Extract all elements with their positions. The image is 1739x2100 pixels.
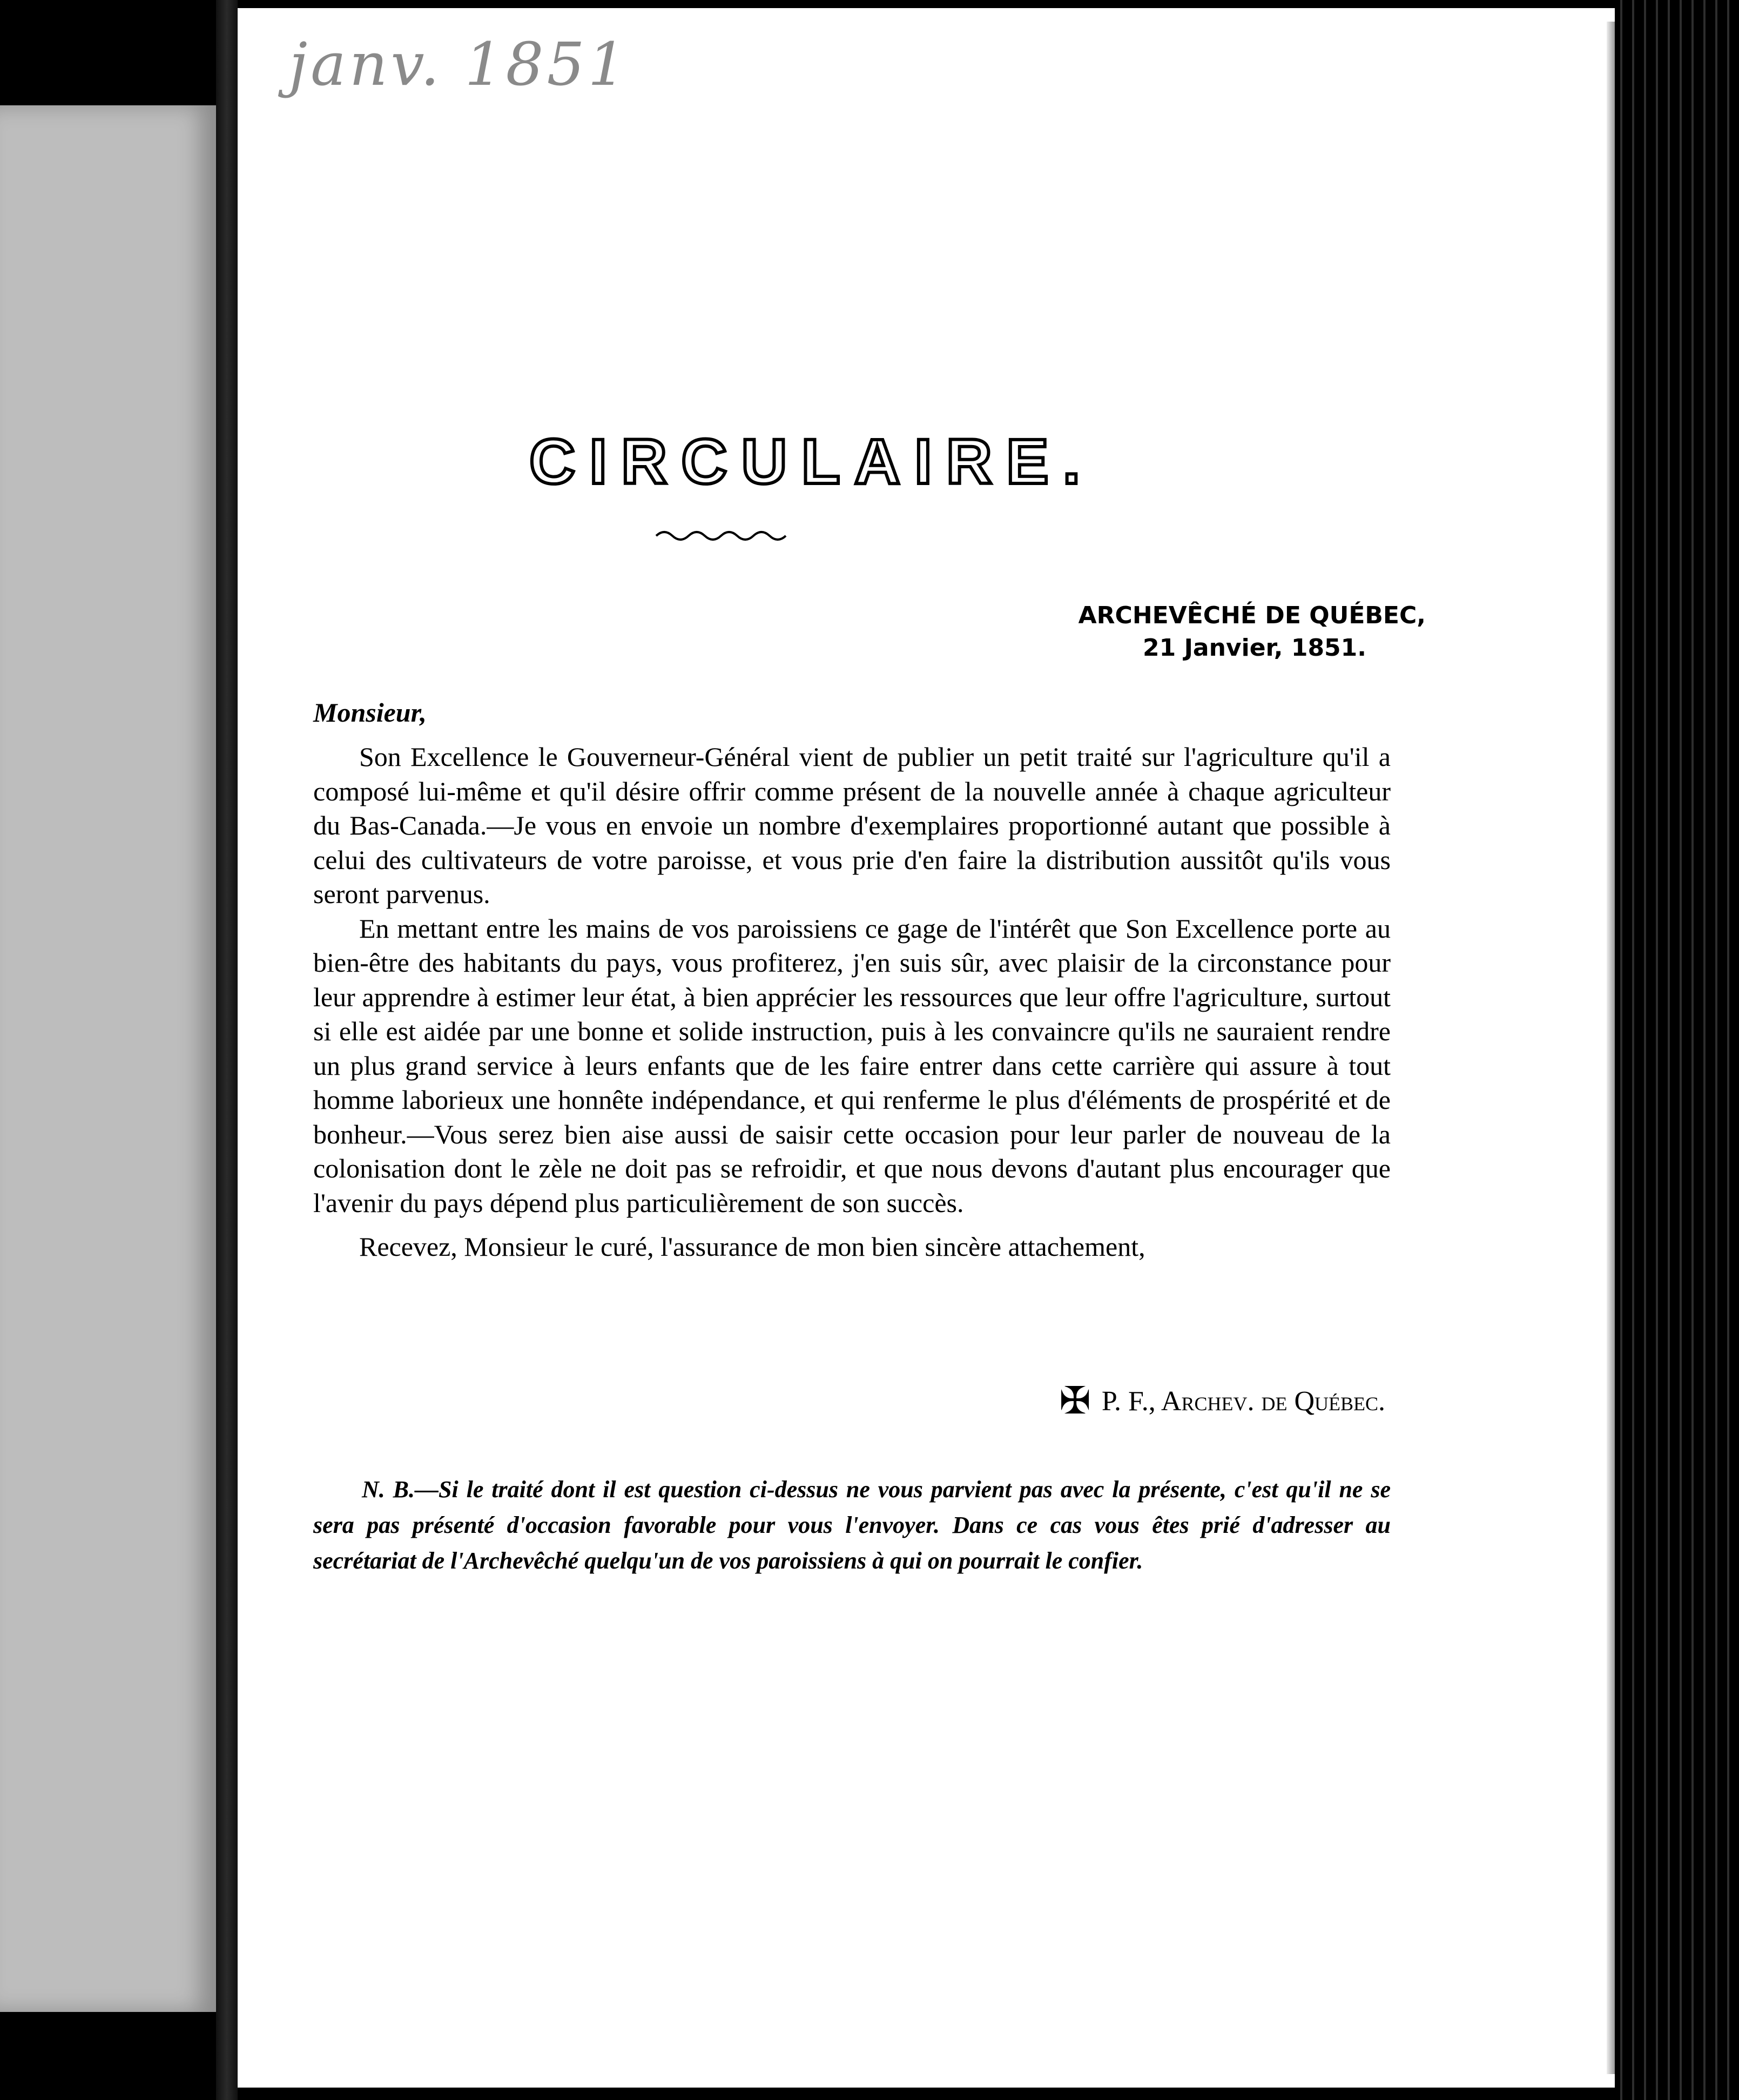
page-title: CIRCULAIRE. <box>529 426 1095 497</box>
letter-body <box>313 740 1391 1264</box>
facing-page <box>0 105 216 2012</box>
signature-name: P. F., Archev. de Québec. <box>1101 1386 1385 1417</box>
book-gutter <box>216 0 238 2100</box>
document-page <box>238 8 1642 2088</box>
dateline-date: 21 Janvier, 1851. <box>1143 634 1366 662</box>
nota-bene-text: Si le traité dont il est question ci-dessus ne vous parvient pas avec la présente, c'est qu'il ne se sera pas présenté d'occasion favorable pour vous l'envoyer. Dans ce cas vous êtes prié d'adresser au secrétariat de l'Archevêché quelqu'un de vos paroissiens à qui on pourrait le confier. <box>313 1476 1391 1574</box>
cross-icon: ✠ <box>1059 1381 1091 1422</box>
handwritten-annotation: janv. 1851 <box>289 30 629 99</box>
paragraph: Son Excellence le Gouverneur-Général vient de publier un petit traité sur l'agriculture qu'il a composé lui-même et qu'il désire offrir comme présent de la nouvelle année à chaque agriculteur du Bas-Canada.—Je vous en envoie un nombre d'exemplaires proportionné autant que possible à celui des cultivateurs de votre paroisse, et vous prie d'en faire la distribution aussitôt qu'ils vous seront parvenus. <box>313 742 1391 909</box>
signature <box>737 1383 1385 1421</box>
dateline-place: ARCHEVÊCHÉ DE QUÉBEC, <box>1078 602 1426 629</box>
nota-bene <box>313 1472 1391 1579</box>
book-page-edges <box>1615 0 1739 2100</box>
nota-bene-label: N. B.— <box>362 1476 439 1503</box>
dateline <box>805 600 1426 664</box>
title-ornament <box>653 524 788 546</box>
paragraph: En mettant entre les mains de vos paroissiens ce gage de l'intérêt que Son Excellence porte au bien-être des habitants du pays, vous profiterez, j'en suis sûr, avec plaisir de la circonstance pour leur apprendre à estimer leur état, à bien apprécier les ressources que leur offre l'agriculture, surtout si elle est aidée par une bonne et solide instruction, puis à les convaincre qu'ils ne sauraient rendre un plus grand service à leurs enfants que de les faire entrer dans cette carrière qui assure à tout homme laborieux une honnête indépendance, et qui renferme le plus d'éléments de prospérité et de bonheur.—Vous serez bien aise aussi de saisir cette occasion pour leur parler de nouveau de la colonisation dont le zèle ne doit pas se refroidir, et que nous devons d'autant plus encourager que l'avenir du pays dépend plus particulièrement de son succès. <box>313 913 1391 1218</box>
salutation: Monsieur, <box>313 697 427 728</box>
closing-line: Recevez, Monsieur le curé, l'assurance de mon bien sincère attachement, <box>359 1231 1145 1262</box>
